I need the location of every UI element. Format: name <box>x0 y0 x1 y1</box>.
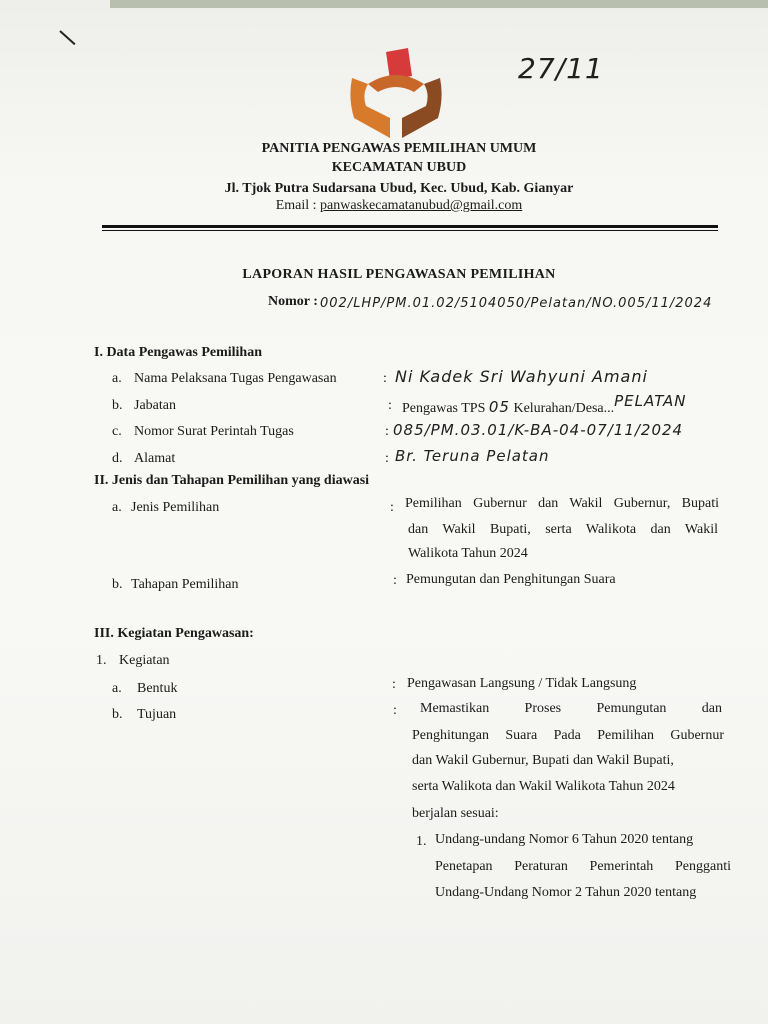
item-key: a. <box>112 500 122 515</box>
subheading-kegiatan: Kegiatan <box>119 653 170 668</box>
field-colon: : <box>385 451 389 466</box>
field-label-nama: Nama Pelaksana Tugas Pengawasan <box>134 371 337 386</box>
field-value-jabatan <box>402 392 687 417</box>
letterhead-address: Jl. Tjok Putra Sudarsana Ubud, Kec. Ubud, Kab. Gianyar <box>224 181 574 196</box>
section-2-heading: II. Jenis dan Tahapan Pemilihan yang diawasi <box>94 473 370 488</box>
nomor-label: Nomor : <box>268 294 318 309</box>
handwritten-page-number: 27/11 <box>518 52 604 85</box>
field-value-jenis-line1: Pemilihan Gubernur dan Wakil Gubernur, Bupati <box>405 496 719 511</box>
field-colon: : <box>393 573 397 588</box>
field-value-nama: Ni Kadek Sri Wahyuni Amani <box>395 367 648 386</box>
field-value-tujuan-line3: dan Wakil Gubernur, Bupati dan Wakil Bupati, <box>412 753 674 768</box>
field-value-nomor-surat: 085/PM.03.01/K-BA-04-07/11/2024 <box>393 421 684 439</box>
nomor-value: 002/LHP/PM.01.02/5104050/Pelatan/NO.005/11/2024 <box>320 296 713 311</box>
field-label-alamat: Alamat <box>134 451 176 466</box>
field-label-tahapan: Tahapan Pemilihan <box>131 577 239 592</box>
field-value-tujuan-line4: serta Walikota dan Wakil Walikota Tahun 2024 <box>412 779 675 794</box>
field-colon: : <box>390 500 394 515</box>
section-3-heading: III. Kegiatan Pengawasan: <box>94 626 254 641</box>
item-key: b. <box>112 577 123 592</box>
letterhead-district: KECAMATAN UBUD <box>331 160 467 175</box>
letterhead-org-name: PANITIA PENGAWAS PEMILIHAN UMUM <box>261 141 537 156</box>
field-colon: : <box>393 703 397 718</box>
jabatan-mid: Kelurahan/Desa... <box>509 401 615 416</box>
field-colon: : <box>383 371 387 386</box>
item-key: b. <box>112 398 123 413</box>
field-label-jenis: Jenis Pemilihan <box>131 500 220 515</box>
field-value-jenis-line2: dan Wakil Bupati, serta Walikota dan Wakil <box>408 522 718 537</box>
jabatan-prefix: Pengawas TPS <box>402 401 489 416</box>
jabatan-tps-number: 05 <box>488 398 510 416</box>
jabatan-desa: PELATAN <box>614 392 687 410</box>
letterhead-rule-thin <box>102 230 718 231</box>
field-value-tujuan-line1: Memastikan Proses Pemungutan dan <box>420 701 722 716</box>
report-title: LAPORAN HASIL PENGAWASAN PEMILIHAN <box>242 267 556 282</box>
field-value-tujuan-line2: Penghitungan Suara Pada Pemilihan Gubernur <box>412 728 724 743</box>
section-1-heading: I. Data Pengawas Pemilihan <box>94 345 262 360</box>
item-key: a. <box>112 371 122 386</box>
field-label-jabatan: Jabatan <box>134 398 176 413</box>
item-key: 1. <box>96 653 107 668</box>
list-item-line3: Undang-Undang Nomor 2 Tahun 2020 tentang <box>435 885 697 900</box>
field-value-tujuan-line5: berjalan sesuai: <box>412 806 499 821</box>
list-item-line1: Undang-undang Nomor 6 Tahun 2020 tentang <box>435 832 694 847</box>
field-colon: : <box>388 398 392 413</box>
letterhead-email <box>0 198 768 214</box>
field-value-jenis-line3: Walikota Tahun 2024 <box>408 546 528 561</box>
list-number: 1. <box>416 834 427 849</box>
page-edge-shadow <box>110 0 768 8</box>
item-key: d. <box>112 451 123 466</box>
pen-mark <box>59 30 75 45</box>
field-label-tujuan: Tujuan <box>137 707 177 722</box>
item-key: c. <box>112 424 122 439</box>
item-key: b. <box>112 707 123 722</box>
list-item-line2: Penetapan Peraturan Pemerintah Pengganti <box>435 859 731 874</box>
field-value-bentuk: Pengawasan Langsung / Tidak Langsung <box>407 676 637 691</box>
email-label: Email : <box>275 198 321 213</box>
field-label-nomor-surat: Nomor Surat Perintah Tugas <box>134 424 294 439</box>
letterhead-rule <box>102 225 718 228</box>
field-value-tahapan: Pemungutan dan Penghitungan Suara <box>406 572 616 587</box>
bawaslu-logo <box>346 46 446 142</box>
field-value-alamat: Br. Teruna Pelatan <box>395 447 550 465</box>
field-colon: : <box>392 677 396 692</box>
field-label-bentuk: Bentuk <box>137 681 178 696</box>
field-colon: : <box>385 424 389 439</box>
email-address: panwaskecamatanubud@gmail.com <box>320 198 523 213</box>
item-key: a. <box>112 681 122 696</box>
